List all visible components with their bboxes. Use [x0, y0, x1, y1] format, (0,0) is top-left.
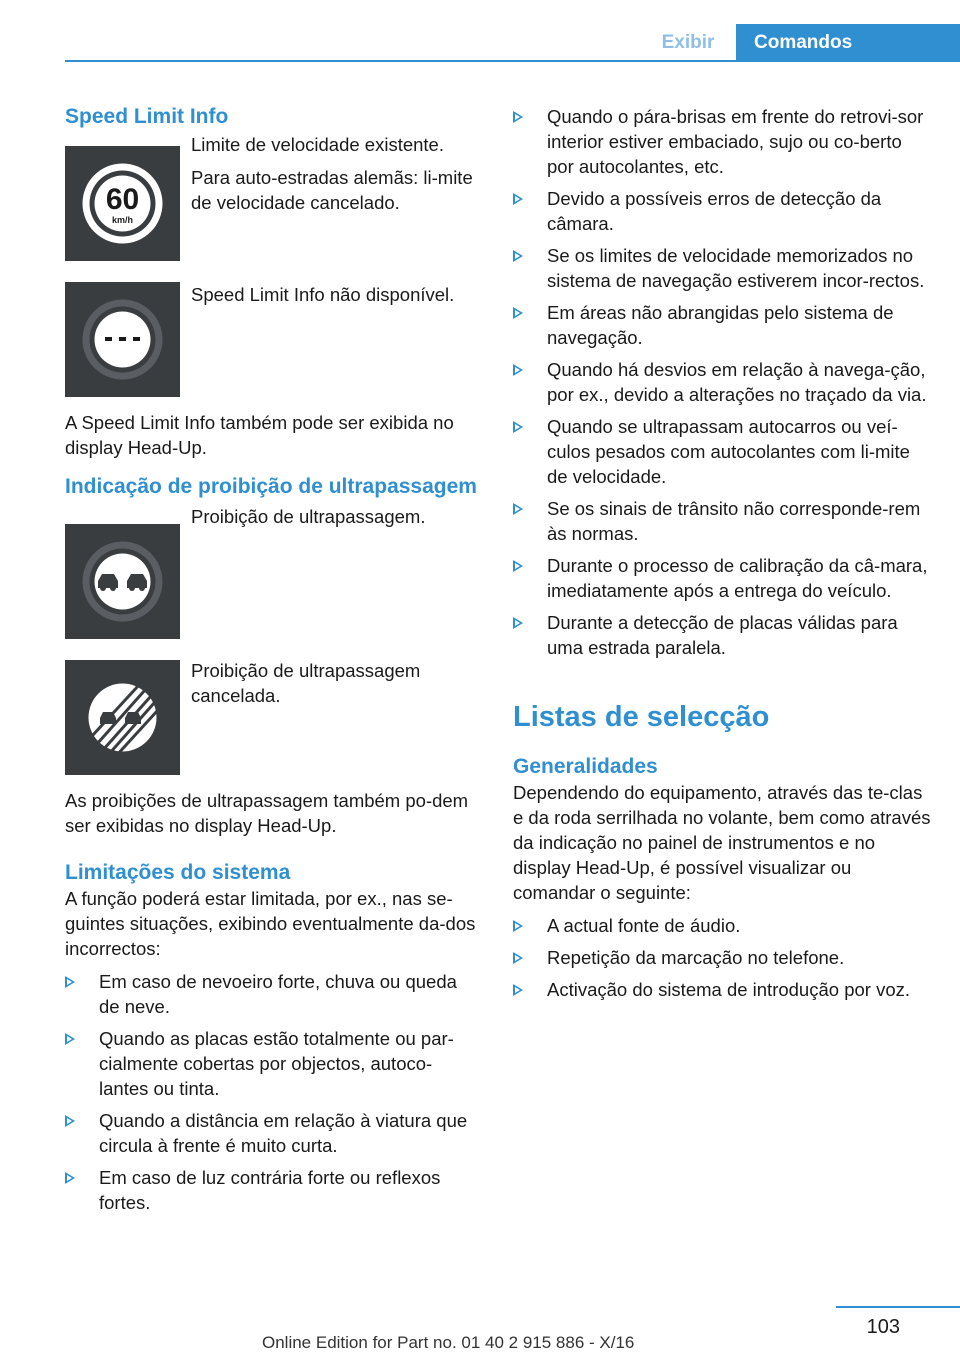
- sign1-caption: Limite de velocidade existente.: [191, 134, 444, 155]
- bullet-triangle-icon: [65, 976, 75, 988]
- sign-row-speed: [65, 134, 480, 262]
- bullet-triangle-icon: [513, 617, 523, 629]
- bullet-triangle-icon: [513, 952, 523, 964]
- no-overtaking-ended-icon: [65, 660, 180, 775]
- speed-limit-heading: Speed Limit Info: [65, 105, 229, 128]
- system-limits-heading: Limitações do sistema: [65, 861, 291, 884]
- sign2-caption: Speed Limit Info não disponível.: [191, 284, 455, 305]
- sign1-caption-2: Para auto-estradas alemãs: li‐mite de velocidade cancelado.: [191, 167, 473, 213]
- speed-limit-unavailable-icon: [65, 282, 180, 397]
- overtake-note: As proibições de ultrapassagem também po‐dem ser exibidas no display Head-Up.: [65, 790, 469, 836]
- generalities-heading: Generalidades: [513, 755, 658, 778]
- bullet-triangle-icon: [513, 307, 523, 319]
- list-item: Activação do sistema de introdução por voz.: [513, 977, 933, 1002]
- speed-limit-60-icon: [65, 146, 180, 261]
- selection-lists-heading: Listas de selecção: [513, 701, 770, 733]
- bullet-triangle-icon: [65, 1172, 75, 1184]
- left-column: [65, 104, 480, 1222]
- bullet-triangle-icon: [65, 1115, 75, 1127]
- sign-row-no-overtake: [65, 506, 480, 640]
- limits-list-left: [65, 969, 480, 1215]
- list-item: Durante o processo de calibração da câ‐mara, imediatamente após a entrega do veículo.: [513, 553, 933, 603]
- no-overtaking-icon: [65, 524, 180, 639]
- bullet-triangle-icon: [513, 421, 523, 433]
- list-item: Quando há desvios em relação à navega‐ção, por ex., devido a alterações no traçado da via.: [513, 357, 933, 407]
- list-item: Repetição da marcação no telefone.: [513, 945, 933, 970]
- list-item: A actual fonte de áudio.: [513, 913, 933, 938]
- list-item: Quando a distância em relação à viatura que circula à frente é muito curta.: [65, 1108, 480, 1158]
- bullet-triangle-icon: [513, 111, 523, 123]
- list-item: Quando o pára-brisas em frente do retrovi‐sor interior estiver embaciado, sujo ou co‐berto por autocolantes, etc.: [513, 104, 933, 179]
- svg-text:km/h: km/h: [111, 215, 134, 225]
- list-item: Se os limites de velocidade memorizados no sistema de navegação estiverem incor‐rectos.: [513, 243, 933, 293]
- right-column: [513, 104, 933, 1009]
- speed-limit-note: A Speed Limit Info também pode ser exibida no display Head-Up.: [65, 412, 454, 458]
- generalities-list: [513, 913, 933, 1002]
- tab-comandos[interactable]: Comandos: [736, 24, 960, 62]
- bullet-triangle-icon: [513, 560, 523, 572]
- list-item: Em caso de luz contrária forte ou reflexos fortes.: [65, 1165, 480, 1215]
- header-rule: [65, 60, 960, 62]
- page-number: 103: [866, 1316, 900, 1338]
- sign-row-unavailable: [65, 282, 480, 398]
- svg-text:60: 60: [105, 183, 140, 216]
- generalities-intro: Dependendo do equipamento, através das te‐clas e da roda serrilhada no volante, bem como através da indicação no painel de instrumentos e no display Head-Up, é possível visualizar ou comandar o seguinte:: [513, 782, 931, 903]
- bullet-triangle-icon: [513, 193, 523, 205]
- bullet-triangle-icon: [513, 984, 523, 996]
- edition-footer: Online Edition for Part no. 01 40 2 915 886 - X/16: [262, 1333, 635, 1352]
- list-item: Em áreas não abrangidas pelo sistema de navegação.: [513, 300, 933, 350]
- list-item: Quando as placas estão totalmente ou par‐cialmente cobertas por objectos, autoco‐lantes ou tinta.: [65, 1026, 480, 1101]
- overtake-heading: Indicação de proibição de ultrapassagem: [65, 475, 477, 498]
- list-item: Se os sinais de trânsito não corresponde‐rem às normas.: [513, 496, 933, 546]
- sign3-caption: Proibição de ultrapassagem.: [191, 506, 426, 527]
- sign4-caption: Proibição de ultrapassagem cancelada.: [191, 660, 421, 706]
- system-limits-intro: A função poderá estar limitada, por ex., nas se‐guintes situações, exibindo eventualmente da‐dos incorrectos:: [65, 888, 476, 959]
- tab-exibir[interactable]: Exibir: [661, 32, 715, 53]
- bullet-triangle-icon: [513, 920, 523, 932]
- footer-rule: [836, 1306, 960, 1308]
- bullet-triangle-icon: [513, 503, 523, 515]
- bullet-triangle-icon: [513, 250, 523, 262]
- list-item: Quando se ultrapassam autocarros ou veí‐culos pesados com autocolantes com li‐mite de velocidade.: [513, 414, 933, 489]
- list-item: Em caso de nevoeiro forte, chuva ou queda de neve.: [65, 969, 480, 1019]
- bullet-triangle-icon: [513, 364, 523, 376]
- list-item: Durante a detecção de placas válidas para uma estrada paralela.: [513, 610, 933, 660]
- list-item: Devido a possíveis erros de detecção da câmara.: [513, 186, 933, 236]
- bullet-triangle-icon: [65, 1033, 75, 1045]
- sign-row-overtake-ended: [65, 660, 480, 776]
- limits-list-right: [513, 104, 933, 660]
